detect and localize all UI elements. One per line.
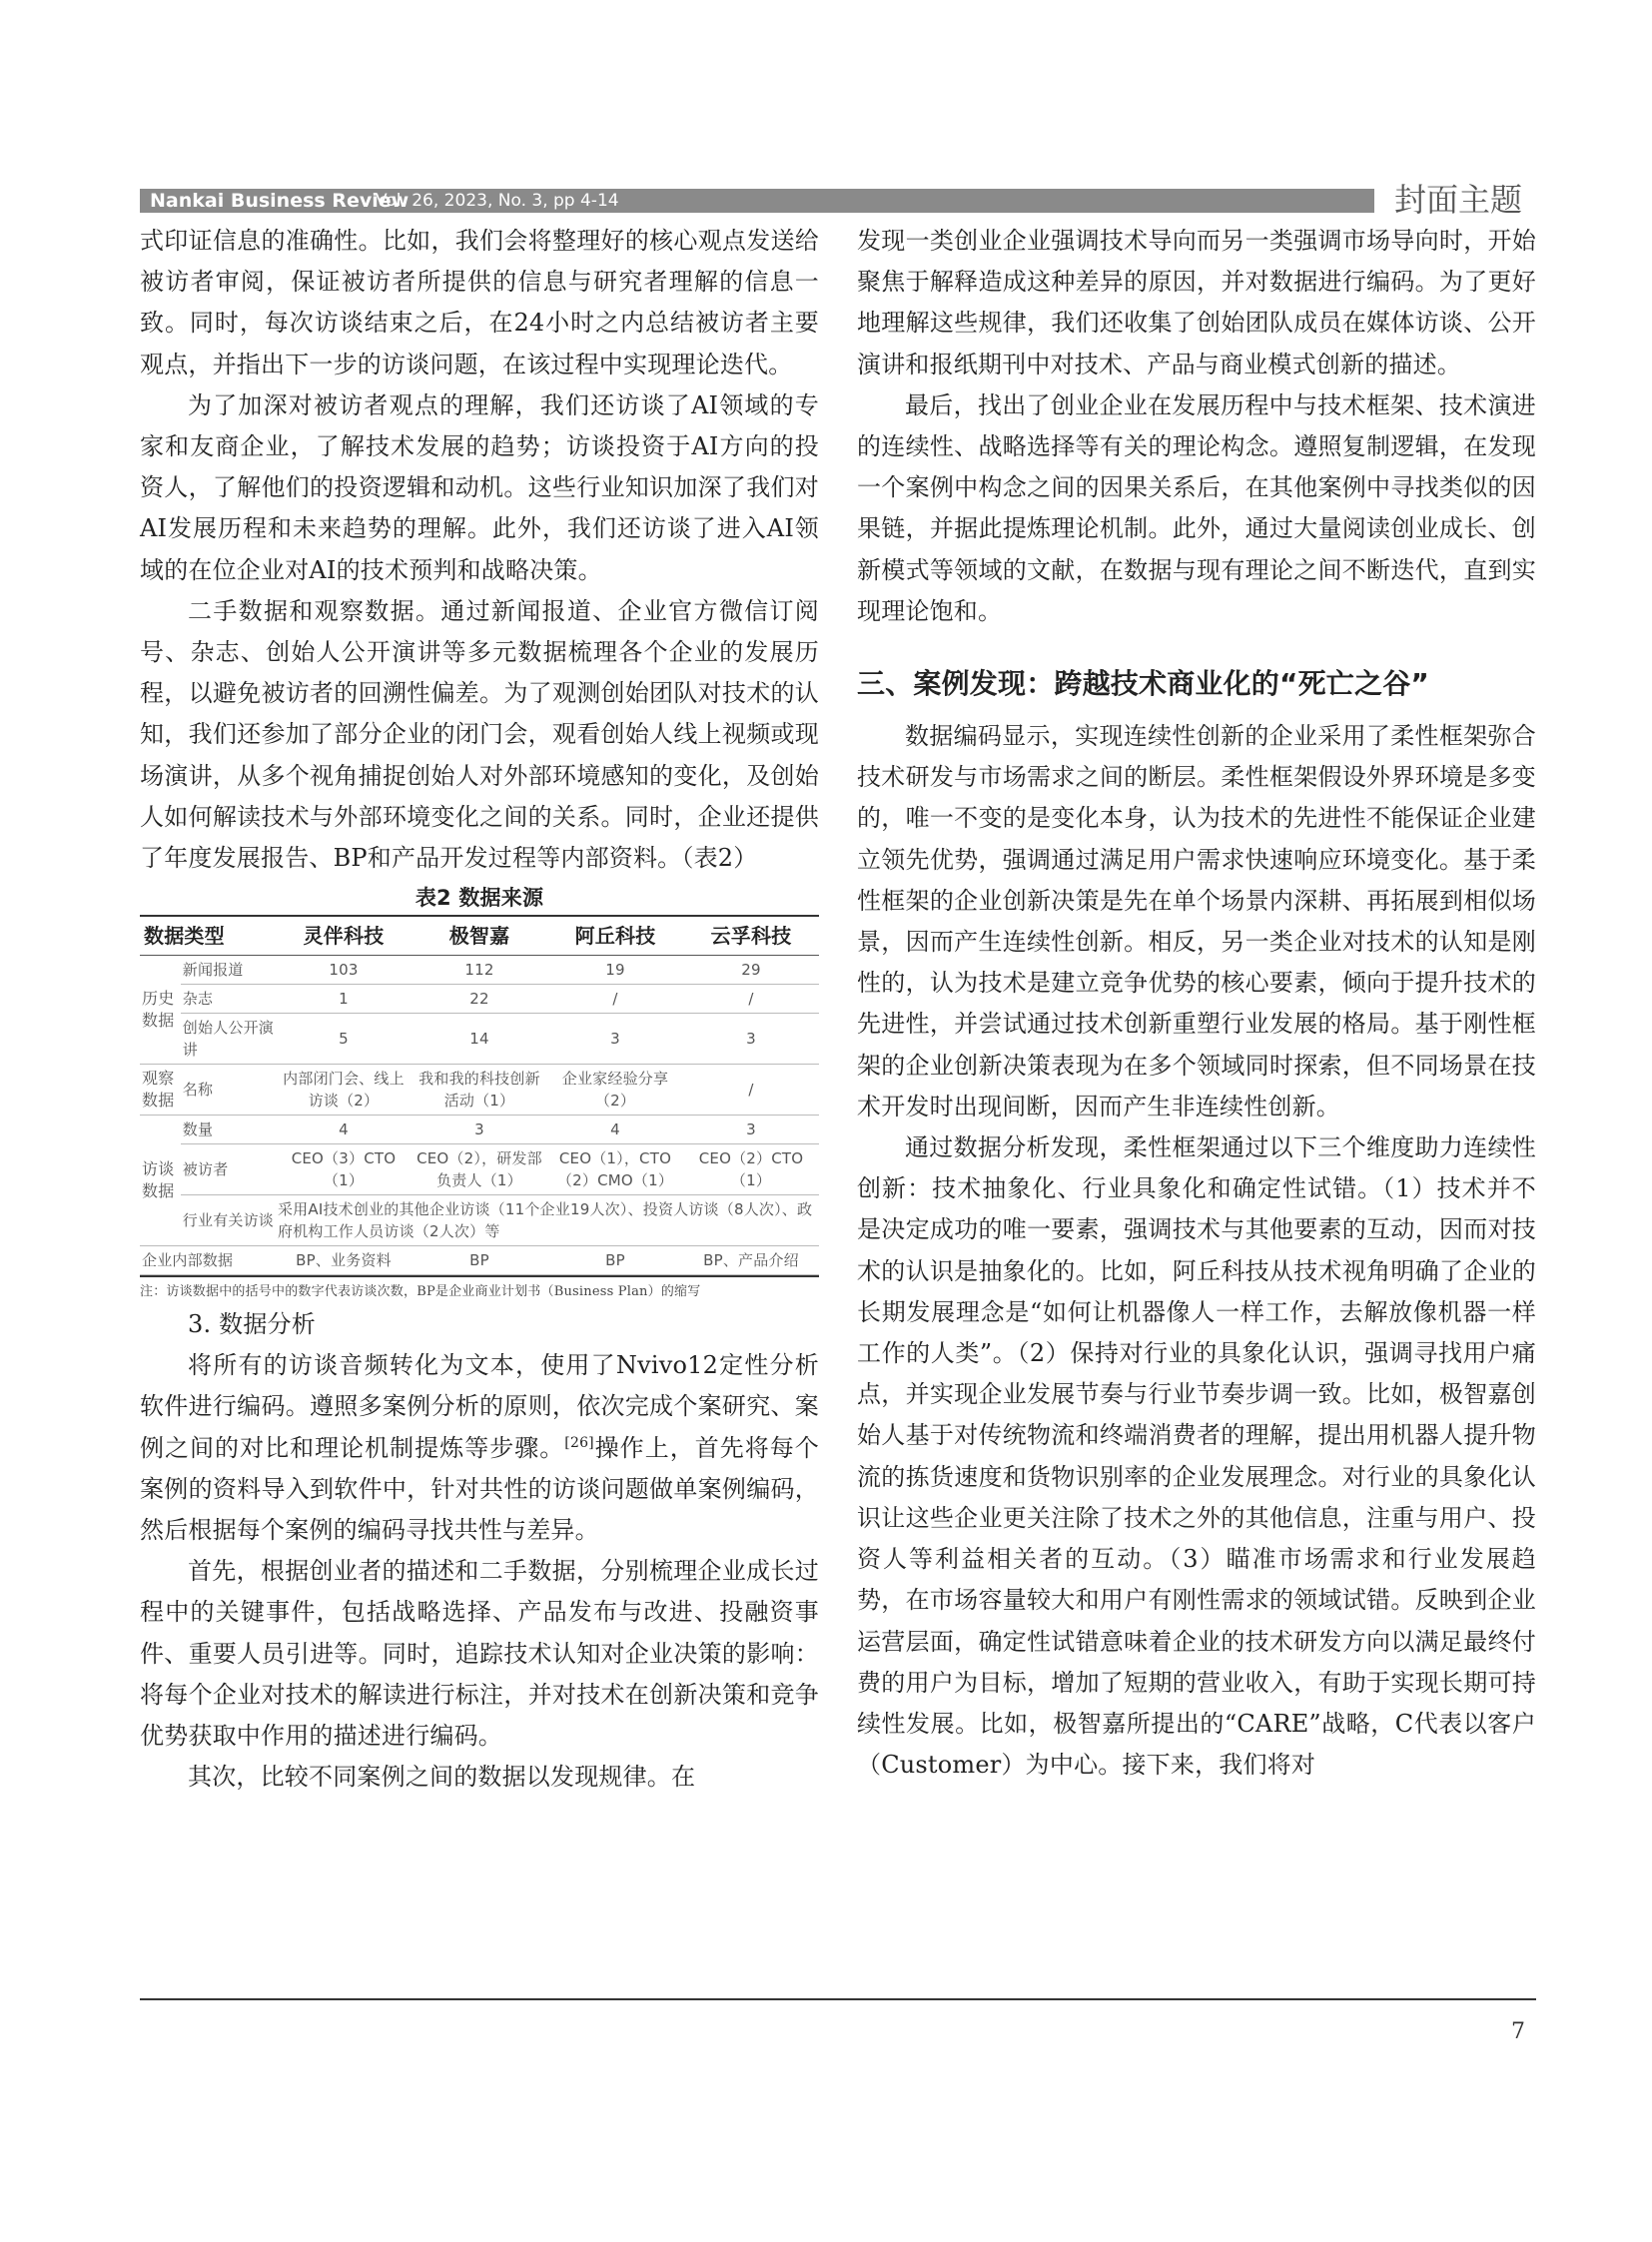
table-cell: BP、产品介绍 bbox=[683, 1246, 819, 1275]
citation-ref: [26] bbox=[564, 1434, 594, 1451]
table-cell: 3 bbox=[683, 1014, 819, 1065]
table-cell: CEO（2）CTO（1） bbox=[683, 1144, 819, 1195]
table-cell: CEO（3）CTO（1） bbox=[276, 1144, 412, 1195]
table-cell: 创始人公开演讲 bbox=[181, 1014, 276, 1065]
table-cell: 112 bbox=[412, 956, 547, 985]
section-heading: 三、案例发现：跨越技术商业化的“死亡之谷” bbox=[857, 667, 1430, 701]
table-cell: 企业内部数据 bbox=[140, 1246, 276, 1275]
table-cell: 4 bbox=[276, 1116, 412, 1144]
paragraph: 为了加深对被访者观点的理解，我们还访谈了AI领域的专家和友商企业，了解技术发展的趋势；访谈投资于AI方向的投资人，了解他们的投资逻辑和动机。这些行业知识加深了我们对AI发展历程和未来趋势的理解。此外，我们还访谈了进入AI领域的在位企业对AI的技术预判和战略决策。 bbox=[140, 390, 819, 584]
paragraph: 首先，根据创业者的描述和二手数据，分别梳理企业成长过程中的关键事件，包括战略选择、产品发布与改进、投融资事件、重要人员引进等。同时，追踪技术认知对企业决策的影响：将每个企业对技术的解读进行标注，并对技术在创新决策和竞争优势获取中作用的描述进行编码。 bbox=[140, 1557, 819, 1751]
table-header-row bbox=[140, 916, 819, 956]
table-row bbox=[140, 1116, 819, 1144]
table-cell: 采用AI技术创业的其他企业访谈（11个企业19人次）、投资人访谈（8人次）、政府机构工作人员访谈（2人次）等 bbox=[276, 1195, 819, 1246]
paragraph: 二手数据和观察数据。通过新闻报道、企业官方微信订阅号、杂志、创始人公开演讲等多元数据梳理各个企业的发展历程，以避免被访者的回溯性偏差。为了观测创始团队对技术的认知，我们还参加了部分企业的闭门会，观看创始人线上视频或现场演讲，从多个视角捕捉创始人对外部环境感知的变化，及创始人如何解读技术与外部环境变化之间的关系。同时，企业还提供了年度发展报告、BP和产品开发过程等内部资料。（表2） bbox=[140, 596, 819, 873]
running-header bbox=[140, 181, 1536, 219]
table-cell: 19 bbox=[547, 956, 683, 985]
table-header-cell: 极智嘉 bbox=[412, 916, 547, 956]
table-cell: 被访者 bbox=[181, 1144, 276, 1195]
paragraph: 式印证信息的准确性。比如，我们会将整理好的核心观点发送给被访者审阅，保证被访者所提供的信息与研究者理解的信息一致。同时，每次访谈结束之后，在24小时之内总结被访者主要观点，并指出下一步的访谈问题，在该过程中实现理论迭代。 bbox=[140, 227, 819, 378]
table-cell: 新闻报道 bbox=[181, 956, 276, 985]
table-cell: / bbox=[547, 985, 683, 1014]
table-cell: 29 bbox=[683, 956, 819, 985]
table-cell: BP bbox=[547, 1246, 683, 1275]
table-cell: BP bbox=[412, 1246, 547, 1275]
table-cell: 我和我的科技创新活动（1） bbox=[412, 1065, 547, 1116]
group-label: 历史数据 bbox=[140, 956, 181, 1065]
volume-info: Vol. 26, 2023, No. 3, pp 4-14 bbox=[376, 191, 619, 211]
table-row bbox=[140, 1144, 819, 1195]
subsection-heading: 3. 数据分析 bbox=[188, 1310, 316, 1339]
table-header-cell: 阿丘科技 bbox=[547, 916, 683, 956]
paragraph-text: 将所有的访谈音频转化为文本，使用了Nvivo12定性分析软件进行编码。遵照多案例分析的原则，依次完成个案研究、案例之间的对比和理论机制提炼等步骤。 bbox=[140, 1351, 819, 1462]
table-cell: BP、业务资料 bbox=[276, 1246, 412, 1275]
left-column bbox=[140, 221, 819, 1798]
table-cell: 3 bbox=[412, 1116, 547, 1144]
table-row bbox=[140, 956, 819, 985]
table-header-cell: 数据类型 bbox=[140, 916, 276, 956]
paragraph: 发现一类创业企业强调技术导向而另一类强调市场导向时，开始聚焦于解释造成这种差异的原因，并对数据进行编码。为了更好地理解这些规律，我们还收集了创始团队成员在媒体访谈、公开演讲和报纸期刊中对技术、产品与商业模式创新的描述。 bbox=[857, 227, 1536, 378]
table-row bbox=[140, 985, 819, 1014]
table-cell: 103 bbox=[276, 956, 412, 985]
table-cell: 14 bbox=[412, 1014, 547, 1065]
table-cell: CEO（2），研发部负责人（1） bbox=[412, 1144, 547, 1195]
table-row bbox=[140, 1065, 819, 1116]
data-source-table bbox=[140, 915, 819, 1277]
group-label: 观察数据 bbox=[140, 1065, 181, 1116]
page-number: 7 bbox=[1511, 2019, 1525, 2044]
journal-name: Nankai Business Review bbox=[150, 190, 410, 212]
table-cell: / bbox=[683, 1065, 819, 1116]
paragraph: 最后，找出了创业企业在发展历程中与技术框架、技术演进的连续性、战略选择等有关的理论构念。遵照复制逻辑，在发现一个案例中构念之间的因果关系后，在其他案例中寻找类似的因果链，并据此提炼理论机制。此外，通过大量阅读创业成长、创新模式等领域的文献，在数据与现有理论之间不断迭代，直到实现理论饱和。 bbox=[857, 390, 1536, 625]
table-row bbox=[140, 1014, 819, 1065]
table-cell: 杂志 bbox=[181, 985, 276, 1014]
table-note: 注：访谈数据中的括号中的数字代表访谈次数，BP是企业商业计划书（Business Plan）的缩写 bbox=[140, 1284, 701, 1300]
table-cell: 数量 bbox=[181, 1116, 276, 1144]
paragraph: 通过数据分析发现，柔性框架通过以下三个维度助力连续性创新：技术抽象化、行业具象化和确定性试错。（1）技术并不是决定成功的唯一要素，强调技术与其他要素的互动，因而对技术的认识是抽象化的。比如，阿丘科技从技术视角明确了企业的长期发展理念是“如何让机器像人一样工作，去解放像机器一样工作的人类”。（2）保持对行业的具象化认识，强调寻找用户痛点，并实现企业发展节奏与行业节奏步调一致。比如，极智嘉创始人基于对传统物流和终端消费者的理解，提出用机器人提升物流的拣货速度和货物识别率的企业发展理念。对行业的具象化认识让这些企业更关注除了技术之外的其他信息，注重与用户、投资人等利益相关者的互动。（3）瞄准市场需求和行业发展趋势，在市场容量较大和用户有刚性需求的领域试错。反映到企业运营层面，确定性试错意味着企业的技术研发方向以满足最终付费的用户为目标，增加了短期的营业收入，有助于实现长期可持续性发展。比如，极智嘉所提出的“CARE”战略，C代表以客户（Customer）为中心。接下来，我们将对 bbox=[857, 1133, 1536, 1780]
table-row bbox=[140, 1195, 819, 1246]
table-cell: 内部闭门会、线上访谈（2） bbox=[276, 1065, 412, 1116]
table-cell: CEO（1），CTO（2）CMO（1） bbox=[547, 1144, 683, 1195]
table-cell: 5 bbox=[276, 1014, 412, 1065]
table-cell: 3 bbox=[547, 1014, 683, 1065]
right-column bbox=[857, 221, 1536, 1786]
table-cell: 3 bbox=[683, 1116, 819, 1144]
table-cell: 1 bbox=[276, 985, 412, 1014]
group-label: 访谈数据 bbox=[140, 1116, 181, 1246]
table-cell: 名称 bbox=[181, 1065, 276, 1116]
paragraph: 其次，比较不同案例之间的数据以发现规律。在 bbox=[188, 1763, 696, 1792]
table-title: 表2 数据来源 bbox=[414, 886, 544, 911]
paragraph-text: 操作上，首先将每个案例的资料导入到软件中，针对共性的访谈问题做单案例编码，然后根据每个案例的编码寻找共性与差异。 bbox=[140, 1433, 819, 1545]
table-row bbox=[140, 956, 819, 1277]
table-cell: / bbox=[683, 985, 819, 1014]
section-tag: 封面主题 bbox=[1374, 181, 1536, 219]
table-cell: 22 bbox=[412, 985, 547, 1014]
table-cell: 行业有关访谈 bbox=[181, 1195, 276, 1246]
table-cell: 企业家经验分享（2） bbox=[547, 1065, 683, 1116]
paragraph bbox=[140, 1345, 819, 1551]
table-header-cell: 灵伴科技 bbox=[276, 916, 412, 956]
table-row bbox=[140, 1246, 819, 1275]
paragraph: 数据编码显示，实现连续性创新的企业采用了柔性框架弥合技术研发与市场需求之间的断层。柔性框架假设外界环境是多变的，唯一不变的是变化本身，认为技术的先进性不能保证企业建立领先优势，强调通过满足用户需求快速响应环境变化。基于柔性框架的企业创新决策是先在单个场景内深耕、再拓展到相似场景，因而产生连续性创新。相反，另一类企业对技术的认知是刚性的，认为技术是建立竞争优势的核心要素，倾向于提升技术的先进性，并尝试通过技术创新重塑行业发展的格局。基于刚性框架的企业创新决策表现为在多个领域同时探索，但不同场景在技术开发时出现间断，因而产生非连续性创新。 bbox=[857, 722, 1536, 1121]
table-cell: 4 bbox=[547, 1116, 683, 1144]
footer-rule bbox=[140, 1998, 1536, 2000]
table-header-cell: 云孚科技 bbox=[683, 916, 819, 956]
